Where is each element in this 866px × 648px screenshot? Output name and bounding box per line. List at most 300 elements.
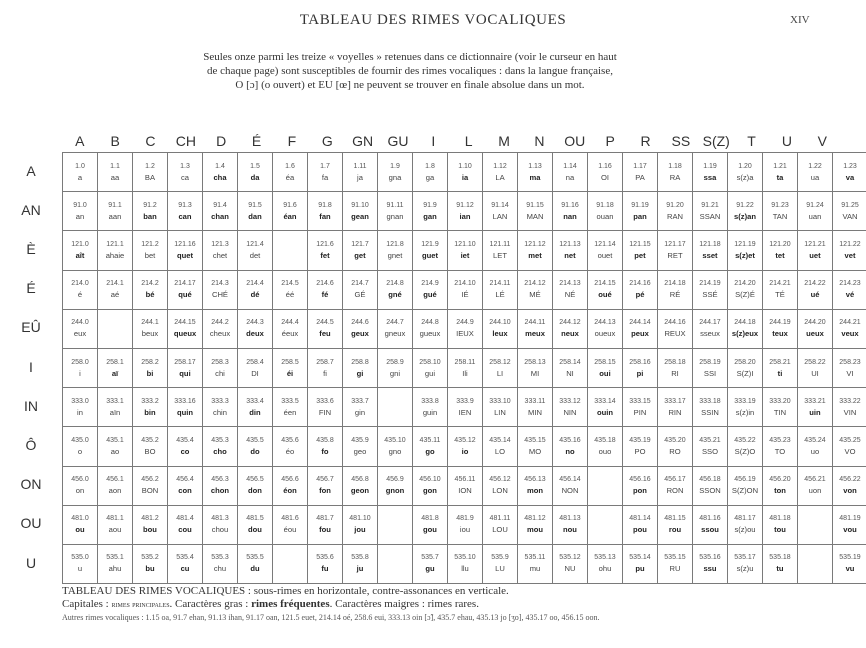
rhyme-cell — [168, 231, 203, 270]
rhyme-cell — [798, 348, 833, 387]
rhyme-cell — [728, 153, 763, 192]
rhyme-number: 244.7 — [386, 319, 404, 327]
rhyme-cell — [168, 505, 203, 544]
column-header: N — [534, 133, 545, 149]
rhyme-text: éé — [285, 290, 295, 300]
rhyme-text: cu — [180, 564, 190, 574]
rhyme-number: 333.11 — [524, 397, 546, 405]
rhyme-text: aï — [111, 368, 119, 378]
rhyme-cell — [203, 466, 238, 505]
rhyme-cell — [133, 388, 168, 427]
table-row — [63, 505, 866, 544]
rhyme-cell — [658, 466, 693, 505]
rhyme-text: geon — [350, 486, 370, 496]
rhyme-number: 456.4 — [176, 476, 194, 484]
rhyme-text: uon — [808, 486, 822, 496]
rhyme-text: chet — [212, 250, 228, 260]
rhyme-cell — [203, 192, 238, 231]
rhyme-number: 535.13 — [594, 554, 616, 562]
rhyme-text: s(z)in — [735, 407, 755, 417]
rhyme-text: SSO — [701, 446, 719, 456]
rhyme-number: 1.0 — [75, 162, 85, 170]
rhyme-number: 535.8 — [351, 554, 369, 562]
legend-line: TABLEAU DES RIMES VOCALIQUES : sous-rimes en horizontale, contre-assonances en verticale. — [62, 585, 509, 597]
rhyme-cell — [343, 348, 378, 387]
rhyme-number: 121.14 — [594, 240, 616, 248]
table-row — [63, 348, 866, 387]
rhyme-number: 244.0 — [71, 319, 89, 327]
rhyme-text: éan — [283, 211, 297, 221]
rhyme-cell — [133, 192, 168, 231]
rhyme-text: NON — [561, 486, 579, 496]
rhyme-number: 244.6 — [351, 319, 369, 327]
rhyme-text: an — [75, 211, 85, 221]
rhyme-number: 1.1 — [110, 162, 120, 170]
rhyme-cell — [63, 348, 98, 387]
rhyme-cell — [133, 544, 168, 583]
row-header: U — [25, 554, 37, 571]
rhyme-text: bu — [145, 564, 155, 574]
rhyme-text: fu — [321, 564, 329, 574]
rhyme-number: 244.12 — [559, 319, 581, 327]
rhyme-text: io — [461, 446, 469, 456]
rhyme-text: Ili — [462, 368, 468, 378]
rhyme-text: ueux — [806, 329, 824, 339]
rhyme-number: 121.17 — [664, 240, 686, 248]
rhyme-cell — [273, 427, 308, 466]
rhyme-cell — [763, 153, 798, 192]
row-header: Ô — [25, 437, 37, 453]
rhyme-cell — [833, 270, 866, 309]
rhyme-number: 333.2 — [141, 397, 159, 405]
rhyme-cell — [448, 348, 483, 387]
empty-cell — [273, 231, 308, 270]
rhyme-number: 91.8 — [318, 201, 332, 209]
rhyme-text: ja — [357, 172, 363, 182]
column-header: CH — [175, 133, 196, 149]
rhyme-text: con — [178, 486, 192, 496]
rhyme-cell — [133, 231, 168, 270]
rhyme-text: TIN — [773, 407, 787, 417]
rhyme-text: oui — [599, 368, 611, 378]
rhyme-number: 535.18 — [769, 554, 791, 562]
rhyme-number: 214.1 — [106, 280, 124, 288]
table-row — [63, 544, 866, 583]
rhyme-cell — [413, 388, 448, 427]
rhyme-number: 333.19 — [734, 397, 756, 405]
rhyme-cell — [413, 231, 448, 270]
intro-line: de chaque page) sont susceptibles de fournir des rimes vocaliques : dans la langue française, — [207, 65, 613, 77]
rhyme-number: 91.10 — [351, 201, 369, 209]
rhyme-cell — [98, 544, 133, 583]
row-header: I — [29, 358, 33, 375]
rhyme-number: 333.9 — [456, 397, 474, 405]
rhyme-number: 91.2 — [143, 201, 157, 209]
rhyme-text: sseux — [700, 329, 720, 339]
rhyme-number: 435.18 — [594, 436, 616, 444]
rhyme-text: ahaie — [105, 250, 125, 260]
rhyme-text: dou — [248, 525, 262, 535]
rhyme-cell — [448, 466, 483, 505]
rhyme-cell — [308, 309, 343, 348]
legend-text: . Caractères maigres : rimes rares. — [329, 598, 479, 610]
rhyme-number: 1.20 — [738, 162, 752, 170]
rhyme-text: gnon — [385, 486, 405, 496]
row-header: A — [26, 162, 36, 179]
rhyme-text: ué — [810, 290, 820, 300]
rhyme-cell — [553, 427, 588, 466]
rhyme-number: 258.15 — [594, 358, 616, 366]
rhyme-text: SSON — [699, 486, 721, 496]
rhyme-text: aou — [108, 525, 122, 535]
column-header: R — [640, 133, 651, 149]
rhyme-cell — [623, 231, 658, 270]
rhyme-cell — [343, 192, 378, 231]
rhyme-text: bin — [144, 407, 156, 417]
rhyme-number: 91.20 — [666, 201, 684, 209]
rhyme-text: iou — [459, 525, 471, 535]
rhyme-cell — [168, 192, 203, 231]
rhyme-text: ohu — [598, 564, 612, 574]
rhyme-text: uet — [809, 250, 821, 260]
rhyme-text: cou — [178, 525, 192, 535]
rhyme-cell — [98, 153, 133, 192]
rhyme-text: don — [248, 486, 262, 496]
rhyme-number: 258.4 — [246, 358, 264, 366]
rhyme-cell — [553, 231, 588, 270]
rhyme-cell — [798, 388, 833, 427]
rhyme-cell — [483, 427, 518, 466]
legend-line — [62, 598, 599, 611]
rhyme-text: geo — [353, 446, 367, 456]
rhyme-cell — [343, 544, 378, 583]
rhyme-cell — [98, 270, 133, 309]
rhyme-number: 456.14 — [559, 476, 581, 484]
column-header: M — [498, 133, 510, 149]
rhyme-text: beux — [141, 329, 159, 339]
rhyme-number: 456.9 — [386, 476, 404, 484]
rhyme-cell — [273, 309, 308, 348]
rhyme-number: 481.9 — [456, 515, 474, 523]
row-header: AN — [21, 201, 41, 218]
rhyme-number: 435.2 — [141, 436, 159, 444]
rhyme-number: 258.10 — [419, 358, 441, 366]
rhyme-text: bi — [146, 368, 154, 378]
rhyme-text: éon — [283, 486, 297, 496]
rhyme-cell — [378, 192, 413, 231]
rhyme-text: co — [180, 446, 190, 456]
rhyme-cell — [553, 466, 588, 505]
rhyme-text: dé — [250, 290, 260, 300]
rhyme-number: 333.18 — [699, 397, 721, 405]
rhyme-cell — [203, 153, 238, 192]
legend-text: Capitales : — [62, 598, 109, 610]
rhyme-number: 333.12 — [559, 397, 581, 405]
rhyme-cell — [133, 427, 168, 466]
rhyme-number: 456.11 — [454, 476, 476, 484]
rhyme-cell — [553, 192, 588, 231]
rhyme-text: éeux — [281, 329, 299, 339]
rhyme-text: VAN — [842, 211, 858, 221]
rhyme-cell — [798, 466, 833, 505]
rhyme-cell — [413, 348, 448, 387]
rhyme-number: 435.8 — [316, 436, 334, 444]
rhyme-cell — [98, 427, 133, 466]
rhyme-number: 1.17 — [633, 162, 647, 170]
rhyme-cell — [413, 192, 448, 231]
rhyme-text: ian — [459, 211, 471, 221]
rhyme-number: 333.1 — [106, 397, 124, 405]
rhyme-number: 91.9 — [423, 201, 437, 209]
rhyme-number: 456.20 — [769, 476, 791, 484]
rhyme-number: 333.16 — [174, 397, 196, 405]
rhyme-cell — [518, 309, 553, 348]
rhyme-number: 258.11 — [454, 358, 476, 366]
rhyme-text: aon — [108, 486, 122, 496]
rhyme-text: bé — [145, 290, 155, 300]
rhyme-cell — [203, 309, 238, 348]
rhyme-cell — [798, 231, 833, 270]
rhyme-text: in — [77, 407, 83, 417]
rhyme-number: 435.25 — [839, 436, 861, 444]
rhyme-text: MIN — [528, 407, 542, 417]
rhyme-text: SSI — [703, 368, 717, 378]
rhyme-number: 333.6 — [316, 397, 334, 405]
rhyme-cell — [763, 231, 798, 270]
rhyme-number: 214.7 — [351, 280, 369, 288]
table-row — [63, 270, 866, 309]
rhyme-cell — [553, 505, 588, 544]
rhyme-number: 244.20 — [804, 319, 826, 327]
rhyme-cell — [798, 153, 833, 192]
rhyme-number: 91.21 — [701, 201, 719, 209]
rhyme-text: NU — [564, 564, 576, 574]
rhyme-number: 535.3 — [211, 554, 229, 562]
rhyme-cell — [658, 270, 693, 309]
rhyme-number: 435.0 — [71, 436, 89, 444]
rhyme-text: MI — [530, 368, 540, 378]
rhyme-cell — [168, 544, 203, 583]
rhyme-text: fet — [320, 250, 330, 260]
rhyme-text: VIN — [843, 407, 857, 417]
rhyme-number: 91.23 — [771, 201, 789, 209]
rhyme-cell — [588, 231, 623, 270]
rhyme-cell — [518, 544, 553, 583]
rhyme-text: gan — [423, 211, 437, 221]
rhyme-number: 91.22 — [736, 201, 754, 209]
rhyme-text: on — [75, 486, 85, 496]
rhyme-number: 91.18 — [596, 201, 614, 209]
rhyme-number: 258.23 — [839, 358, 861, 366]
rhyme-number: 481.6 — [281, 515, 299, 523]
rhyme-number: 481.11 — [489, 515, 511, 523]
rhyme-text: TO — [774, 446, 786, 456]
column-header: U — [781, 133, 792, 149]
rhyme-cell — [273, 192, 308, 231]
rhyme-number: 456.18 — [699, 476, 721, 484]
rhyme-number: 91.16 — [561, 201, 579, 209]
rhyme-cell — [378, 466, 413, 505]
table-row — [63, 309, 866, 348]
rhyme-text: quin — [176, 407, 194, 417]
empty-cell — [588, 466, 623, 505]
row-header: EÛ — [21, 319, 41, 336]
rhyme-number: 258.13 — [524, 358, 546, 366]
rhyme-cell — [378, 427, 413, 466]
rhyme-text: s(z)a — [736, 172, 754, 182]
rhyme-text: pon — [633, 486, 647, 496]
rhyme-text: vé — [845, 290, 855, 300]
rhyme-text: REUX — [664, 329, 686, 339]
rhyme-number: 481.1 — [106, 515, 124, 523]
rhyme-text: sset — [702, 250, 718, 260]
rhyme-cell — [658, 192, 693, 231]
rhyme-text: go — [425, 446, 435, 456]
column-header: É — [251, 133, 262, 149]
rhyme-number: 1.18 — [668, 162, 682, 170]
rhyme-cell — [98, 466, 133, 505]
rhyme-cell — [763, 466, 798, 505]
rhyme-number: 91.3 — [178, 201, 192, 209]
rhyme-text: na — [565, 172, 575, 182]
rhyme-cell — [693, 388, 728, 427]
rhyme-text: PA — [635, 172, 645, 182]
rhyme-number: 91.4 — [213, 201, 227, 209]
rhyme-text: ta — [776, 172, 784, 182]
rhyme-text: éa — [285, 172, 295, 182]
rhyme-cell — [448, 192, 483, 231]
rhyme-number: 333.7 — [351, 397, 369, 405]
rhyme-text: MÉ — [529, 290, 541, 300]
rhyme-number: 535.14 — [629, 554, 651, 562]
rhyme-number: 91.25 — [841, 201, 859, 209]
rhyme-cell — [413, 270, 448, 309]
rhyme-number: 1.14 — [563, 162, 577, 170]
rhyme-text: ao — [110, 446, 120, 456]
rhyme-text: nan — [563, 211, 577, 221]
rhyme-cell — [308, 231, 343, 270]
column-header: D — [216, 133, 227, 149]
rhyme-cell — [483, 388, 518, 427]
rhyme-text: s(z)an — [734, 211, 756, 221]
rhyme-text: i — [79, 368, 81, 378]
rhyme-text: feu — [319, 329, 331, 339]
rhyme-number: 121.20 — [769, 240, 791, 248]
rhyme-cell — [273, 466, 308, 505]
rhyme-cell — [308, 270, 343, 309]
rhyme-text: mon — [526, 486, 544, 496]
rhyme-cell — [833, 544, 866, 583]
rhyme-text: fo — [321, 446, 329, 456]
rhyme-number: 481.14 — [629, 515, 651, 523]
rhyme-cell — [273, 270, 308, 309]
rhyme-cell — [343, 505, 378, 544]
rhyme-text: chin — [213, 407, 227, 417]
rhyme-cell — [98, 388, 133, 427]
rhyme-cell — [168, 309, 203, 348]
rhyme-number: 333.4 — [246, 397, 264, 405]
empty-cell — [98, 309, 133, 348]
rhyme-number: 435.3 — [211, 436, 229, 444]
rhyme-cell — [98, 192, 133, 231]
rhyme-text: ouin — [596, 407, 614, 417]
rhyme-text: din — [249, 407, 261, 417]
rhyme-number: 258.3 — [211, 358, 229, 366]
rhyme-text: fon — [319, 486, 331, 496]
rhyme-cell — [308, 153, 343, 192]
rhyme-number: 333.0 — [71, 397, 89, 405]
rhyme-text: fé — [321, 290, 329, 300]
rhyme-number: 121.1 — [106, 240, 124, 248]
rhyme-number: 1.6 — [285, 162, 295, 170]
rhyme-text: éen — [283, 407, 297, 417]
intro-line: Seules onze parmi les treize « voyelles » retenues dans ce dictionnaire (voir le curseur en haut — [203, 51, 617, 63]
rhyme-cell — [168, 153, 203, 192]
rhyme-cell — [343, 388, 378, 427]
rhyme-cell — [203, 544, 238, 583]
rhyme-number: 121.21 — [804, 240, 826, 248]
rhyme-cell — [588, 427, 623, 466]
rhyme-text: guin — [422, 407, 438, 417]
rhyme-number: 244.19 — [769, 319, 791, 327]
rhyme-text: ton — [774, 486, 786, 496]
rhyme-cell — [448, 153, 483, 192]
rhyme-cell — [308, 427, 343, 466]
rhyme-cell — [623, 348, 658, 387]
rhyme-cell — [518, 466, 553, 505]
rhyme-number: 214.16 — [629, 280, 651, 288]
rhyme-text: cha — [213, 172, 227, 182]
rhyme-number: 435.19 — [629, 436, 651, 444]
rhyme-text: RU — [669, 564, 681, 574]
rhyme-cell — [448, 270, 483, 309]
rhyme-cell — [448, 427, 483, 466]
rhyme-number: 435.20 — [664, 436, 686, 444]
rhyme-cell — [168, 348, 203, 387]
rhyme-text: RAN — [666, 211, 684, 221]
rhyme-number: 1.13 — [528, 162, 542, 170]
rhyme-text: IEN — [458, 407, 472, 417]
column-header: OU — [564, 133, 586, 149]
rhyme-text: ia — [461, 172, 469, 182]
rhyme-number: 244.14 — [629, 319, 651, 327]
column-header: P — [605, 133, 615, 149]
legend-text: . Caractères gras : — [169, 598, 249, 610]
rhyme-number: 258.12 — [489, 358, 511, 366]
rhyme-cell — [203, 388, 238, 427]
rhyme-text: geux — [351, 329, 369, 339]
rhyme-cell — [483, 348, 518, 387]
rhyme-cell — [763, 348, 798, 387]
rhyme-number: 214.22 — [804, 280, 826, 288]
rhyme-text: s(z)u — [736, 564, 754, 574]
rhyme-cell — [448, 231, 483, 270]
rhyme-text: tet — [775, 250, 785, 260]
rhyme-number: 1.10 — [458, 162, 472, 170]
legend-line: Autres rimes vocaliques : 1.15 oa, 91.7 ehan, 91.13 ihan, 91.17 oan, 121.5 euet, 214.14 oé, 258.6 eui, 333.13 oin [ɔ̃], 435.7 ehau, 435.13 jo [ʒo], 435.17 oo, 456.15 oon. — [62, 613, 600, 622]
rhyme-cell — [693, 427, 728, 466]
rhyme-text: fa — [321, 172, 329, 182]
rhyme-text: GÉ — [354, 290, 366, 300]
rhyme-cell — [413, 153, 448, 192]
rhyme-cell — [63, 388, 98, 427]
rhyme-cell — [343, 309, 378, 348]
rhyme-cell — [553, 270, 588, 309]
rhyme-number: 435.23 — [769, 436, 791, 444]
rhyme-cell — [273, 505, 308, 544]
table-row — [63, 153, 866, 192]
intro-line: O [ɔ] (o ouvert) et EU [œ] ne peuvent se trouver en finale absolue dans un mot. — [235, 79, 585, 91]
